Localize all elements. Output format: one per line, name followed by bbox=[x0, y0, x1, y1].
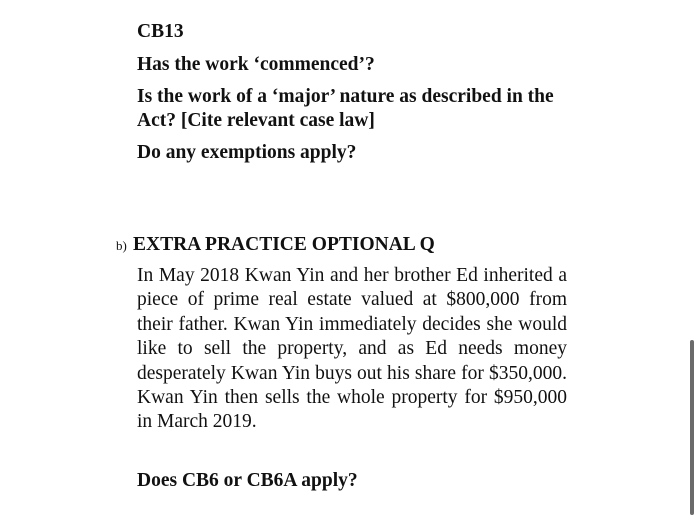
section-title: EXTRA PRACTICE OPTIONAL Q bbox=[133, 234, 435, 255]
practice-scenario-paragraph: In May 2018 Kwan Yin and her brother Ed inherited a piece of prime real estate valued at $800,000 from their father. Kwan Yin immediately decides she would like to sell the property, and as Ed needs money desperately Kwan Yin buys out his share for $350,000. Kwan Yin then sells the whole property for $950,000 in March 2019. bbox=[137, 265, 567, 433]
question-exemptions: Do any exemptions apply? bbox=[137, 142, 357, 163]
question-commenced: Has the work ‘commenced’? bbox=[137, 54, 375, 75]
vertical-scrollbar[interactable] bbox=[690, 340, 694, 515]
section-heading: CB13 bbox=[137, 21, 184, 42]
question-major-nature: Is the work of a ‘major’ nature as described in the Act? [Cite relevant case law] bbox=[137, 86, 554, 131]
section-label: b) bbox=[116, 238, 127, 253]
closing-question: Does CB6 or CB6A apply? bbox=[137, 470, 358, 491]
